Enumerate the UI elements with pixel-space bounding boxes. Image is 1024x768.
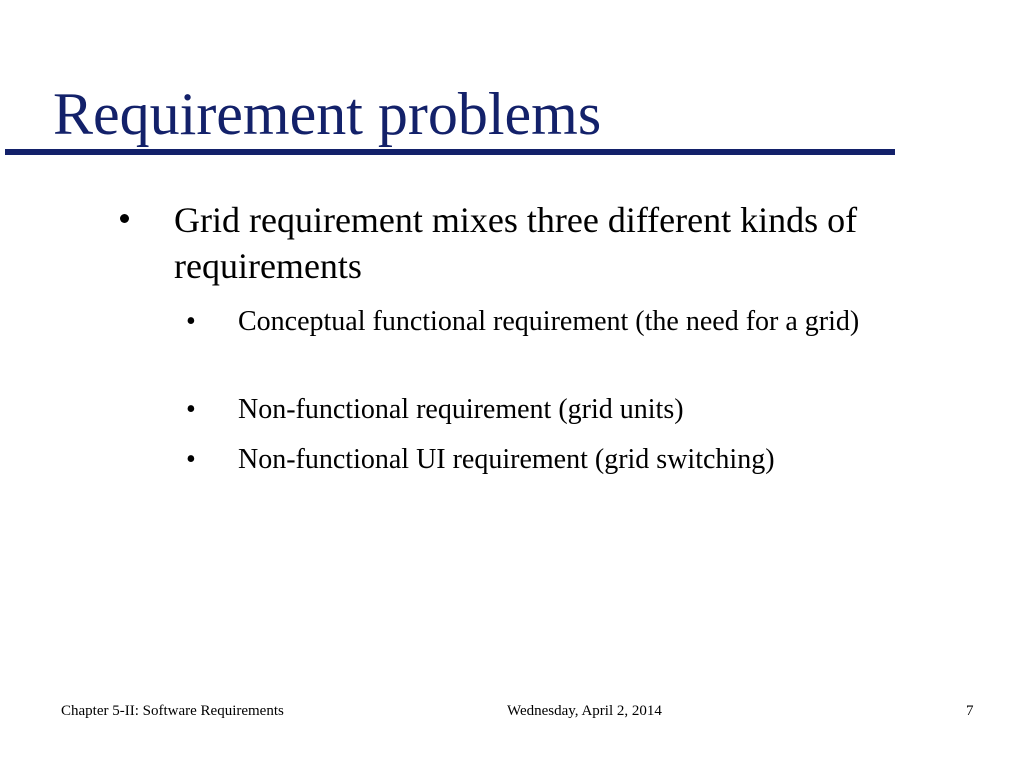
bullet-text: Grid requirement mixes three different kinds of requirements xyxy=(174,200,858,286)
sub-bullet-dot-icon: • xyxy=(186,444,196,475)
bullet-dot-icon xyxy=(120,214,129,223)
sub-bullet-text: Non-functional requirement (grid units) xyxy=(238,394,684,425)
footer-page-number: 7 xyxy=(966,703,974,719)
sub-bullet-dot-icon: • xyxy=(186,306,196,337)
sub-bullet-text: Conceptual functional requirement (the need for a grid) xyxy=(238,306,860,337)
sub-bullet-text: Non-functional UI requirement (grid switching) xyxy=(238,444,775,475)
footer-chapter: Chapter 5-II: Software Requirements xyxy=(61,703,284,719)
slide-title: Requirement problems xyxy=(53,81,602,147)
footer-date: Wednesday, April 2, 2014 xyxy=(507,703,662,719)
sub-bullet-dot-icon: • xyxy=(186,394,196,425)
title-underline xyxy=(5,149,895,155)
